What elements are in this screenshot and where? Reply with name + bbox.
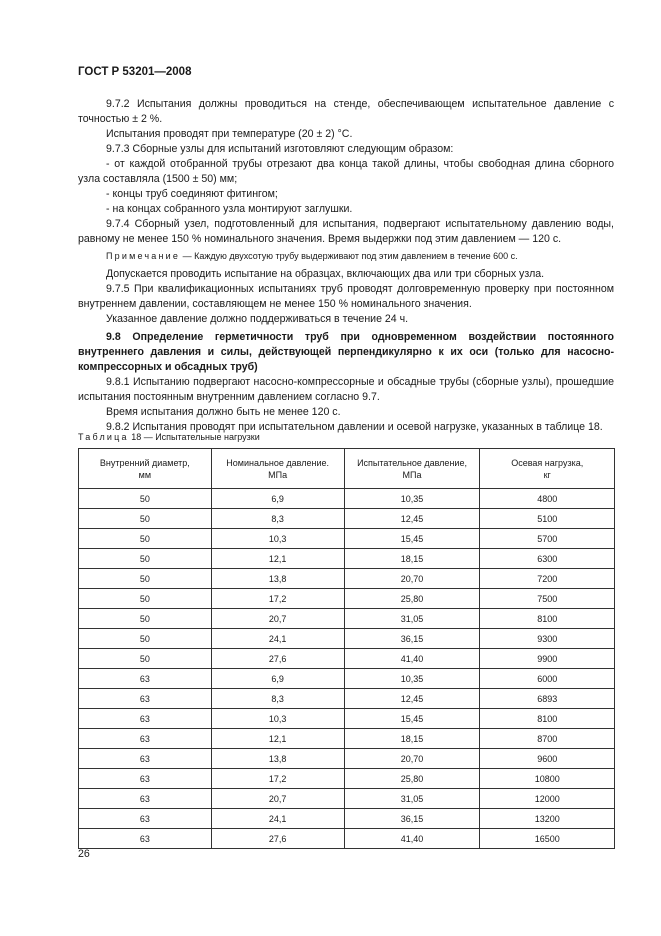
table-cell: 63 (79, 829, 212, 849)
table-cell: 63 (79, 689, 212, 709)
table-caption-label: Таблица (78, 432, 129, 442)
table-cell: 63 (79, 769, 212, 789)
table-cell: 50 (79, 549, 212, 569)
table-cell: 10800 (480, 769, 615, 789)
table-row (79, 749, 615, 769)
table-cell: 9900 (480, 649, 615, 669)
table-row (79, 789, 615, 809)
paragraph: Испытания проводят при температуре (20 ± 2) °С. (106, 128, 353, 140)
table-cell: 12,45 (344, 509, 480, 529)
table-cell: 7500 (480, 589, 615, 609)
paragraph: 9.8.2 Испытания проводят при испытательном давлении и осевой нагрузке, указанных в таблице 18. (106, 421, 603, 433)
table-cell: 9300 (480, 629, 615, 649)
table-row (79, 729, 615, 749)
table-row (79, 489, 615, 509)
table-cell: 50 (79, 569, 212, 589)
table-cell: 10,35 (344, 669, 480, 689)
table-row (79, 649, 615, 669)
table-row (79, 769, 615, 789)
paragraph: 9.7.3 Сборные узлы для испытаний изготовляют следующим образом: (106, 143, 454, 155)
table-row (79, 669, 615, 689)
table-row (79, 609, 615, 629)
table-cell: 17,2 (211, 589, 344, 609)
table-cell: 8,3 (211, 689, 344, 709)
table-cell: 41,40 (344, 649, 480, 669)
table-cell: 31,05 (344, 609, 480, 629)
table-cell: 13,8 (211, 749, 344, 769)
col-header-axial-load: Осевая нагрузка, кг (480, 449, 615, 489)
paragraph: Указанное давление должно поддерживаться в течение 24 ч. (106, 313, 409, 325)
table-cell: 10,35 (344, 489, 480, 509)
table-cell: 8,3 (211, 509, 344, 529)
table-cell: 4800 (480, 489, 615, 509)
table-cell: 6300 (480, 549, 615, 569)
table-cell: 63 (79, 809, 212, 829)
list-item: - от каждой отобранной трубы отрезают два конца такой длины, чтобы свободная длина сборного узла составляла (1500 ± 50) мм; (78, 158, 614, 185)
table-cell: 12000 (480, 789, 615, 809)
table-cell: 18,15 (344, 549, 480, 569)
paragraph: 9.8.1 Испытанию подвергают насосно-компрессорные и обсадные трубы (сборные узлы), прошедшие испытания постоянным внутренним давлением согласно 9.7. (78, 376, 614, 403)
table-cell: 17,2 (211, 769, 344, 789)
table-cell: 6000 (480, 669, 615, 689)
table-cell: 8100 (480, 609, 615, 629)
table-cell: 20,7 (211, 609, 344, 629)
table-cell: 16500 (480, 829, 615, 849)
table-cell: 50 (79, 609, 212, 629)
paragraph: 9.7.5 При квалификационных испытаниях труб проводят долговременную проверку при постоянном внутреннем давлении, составляющем не менее 150 % номинального значения. (78, 283, 614, 310)
table-cell: 50 (79, 529, 212, 549)
table-cell: 24,1 (211, 629, 344, 649)
table-row (79, 509, 615, 529)
table-row (79, 569, 615, 589)
table-row (79, 629, 615, 649)
table-cell: 41,40 (344, 829, 480, 849)
list-item: - концы труб соединяют фитингом; (106, 188, 278, 200)
note-text: — Каждую двухсотую трубу выдерживают под этим давлением в течение 600 с. (180, 251, 518, 261)
table-row (79, 529, 615, 549)
table-row (79, 709, 615, 729)
table-cell: 10,3 (211, 709, 344, 729)
table-cell: 8100 (480, 709, 615, 729)
table-header-row (79, 449, 615, 489)
table-cell: 63 (79, 709, 212, 729)
document-header: ГОСТ Р 53201—2008 (78, 66, 192, 78)
table-cell: 36,15 (344, 629, 480, 649)
table-cell: 8700 (480, 729, 615, 749)
table-cell: 18,15 (344, 729, 480, 749)
table-cell: 20,70 (344, 749, 480, 769)
table-cell: 50 (79, 589, 212, 609)
table-cell: 27,6 (211, 829, 344, 849)
table-cell: 36,15 (344, 809, 480, 829)
table-row (79, 589, 615, 609)
table-cell: 5700 (480, 529, 615, 549)
table-cell: 63 (79, 729, 212, 749)
table-cell: 63 (79, 789, 212, 809)
table-cell: 15,45 (344, 709, 480, 729)
table-cell: 15,45 (344, 529, 480, 549)
table-cell: 25,80 (344, 589, 480, 609)
col-header-nominal-pressure: Номинальное давление. МПа (211, 449, 344, 489)
table-row (79, 809, 615, 829)
table-cell: 6893 (480, 689, 615, 709)
table-cell: 20,70 (344, 569, 480, 589)
note (78, 249, 614, 264)
body-text (78, 97, 614, 435)
table-cell: 6,9 (211, 669, 344, 689)
col-header-diameter: Внутренний диаметр, мм (79, 449, 212, 489)
table-cell: 20,7 (211, 789, 344, 809)
table-cell: 6,9 (211, 489, 344, 509)
section-heading: 9.8 Определение герметичности труб при одновременном воздействии постоянного внутреннего давления и силы, действующей перпендикулярно к их оси (только для насосно-компрессорных и обсадных труб) (78, 331, 614, 373)
table-caption (78, 432, 260, 442)
table-cell: 50 (79, 489, 212, 509)
table-cell: 13200 (480, 809, 615, 829)
test-loads-table (78, 448, 615, 849)
table-cell: 63 (79, 749, 212, 769)
table-row (79, 829, 615, 849)
table-caption-text: 18 — Испытательные нагрузки (128, 432, 260, 442)
table-cell: 9600 (480, 749, 615, 769)
table-cell: 50 (79, 509, 212, 529)
list-item: - на концах собранного узла монтируют заглушки. (106, 203, 353, 215)
table-cell: 13,8 (211, 569, 344, 589)
paragraph: Допускается проводить испытание на образцах, включающих два или три сборных узла. (106, 268, 545, 280)
paragraph: 9.7.2 Испытания должны проводиться на стенде, обеспечивающем испытательное давление с точностью ± 2 %. (78, 98, 614, 125)
table-cell: 25,80 (344, 769, 480, 789)
table-cell: 12,45 (344, 689, 480, 709)
table-cell: 27,6 (211, 649, 344, 669)
paragraph: Время испытания должно быть не менее 120 с. (106, 406, 341, 418)
table-cell: 10,3 (211, 529, 344, 549)
table-cell: 12,1 (211, 729, 344, 749)
table-cell: 7200 (480, 569, 615, 589)
col-header-test-pressure: Испытательное давление, МПа (344, 449, 480, 489)
table-cell: 63 (79, 669, 212, 689)
table-cell: 24,1 (211, 809, 344, 829)
table-cell: 12,1 (211, 549, 344, 569)
page-number: 26 (78, 848, 90, 860)
table-row (79, 689, 615, 709)
table-row (79, 549, 615, 569)
table-cell: 50 (79, 629, 212, 649)
note-label: Примечание (106, 251, 181, 261)
table-cell: 50 (79, 649, 212, 669)
table-cell: 31,05 (344, 789, 480, 809)
paragraph: 9.7.4 Сборный узел, подготовленный для испытания, подвергают испытательному давлению воды, равному не менее 150 % номинального значения. Время выдержки под этим давлением — 120 с. (78, 218, 614, 245)
table-cell: 5100 (480, 509, 615, 529)
